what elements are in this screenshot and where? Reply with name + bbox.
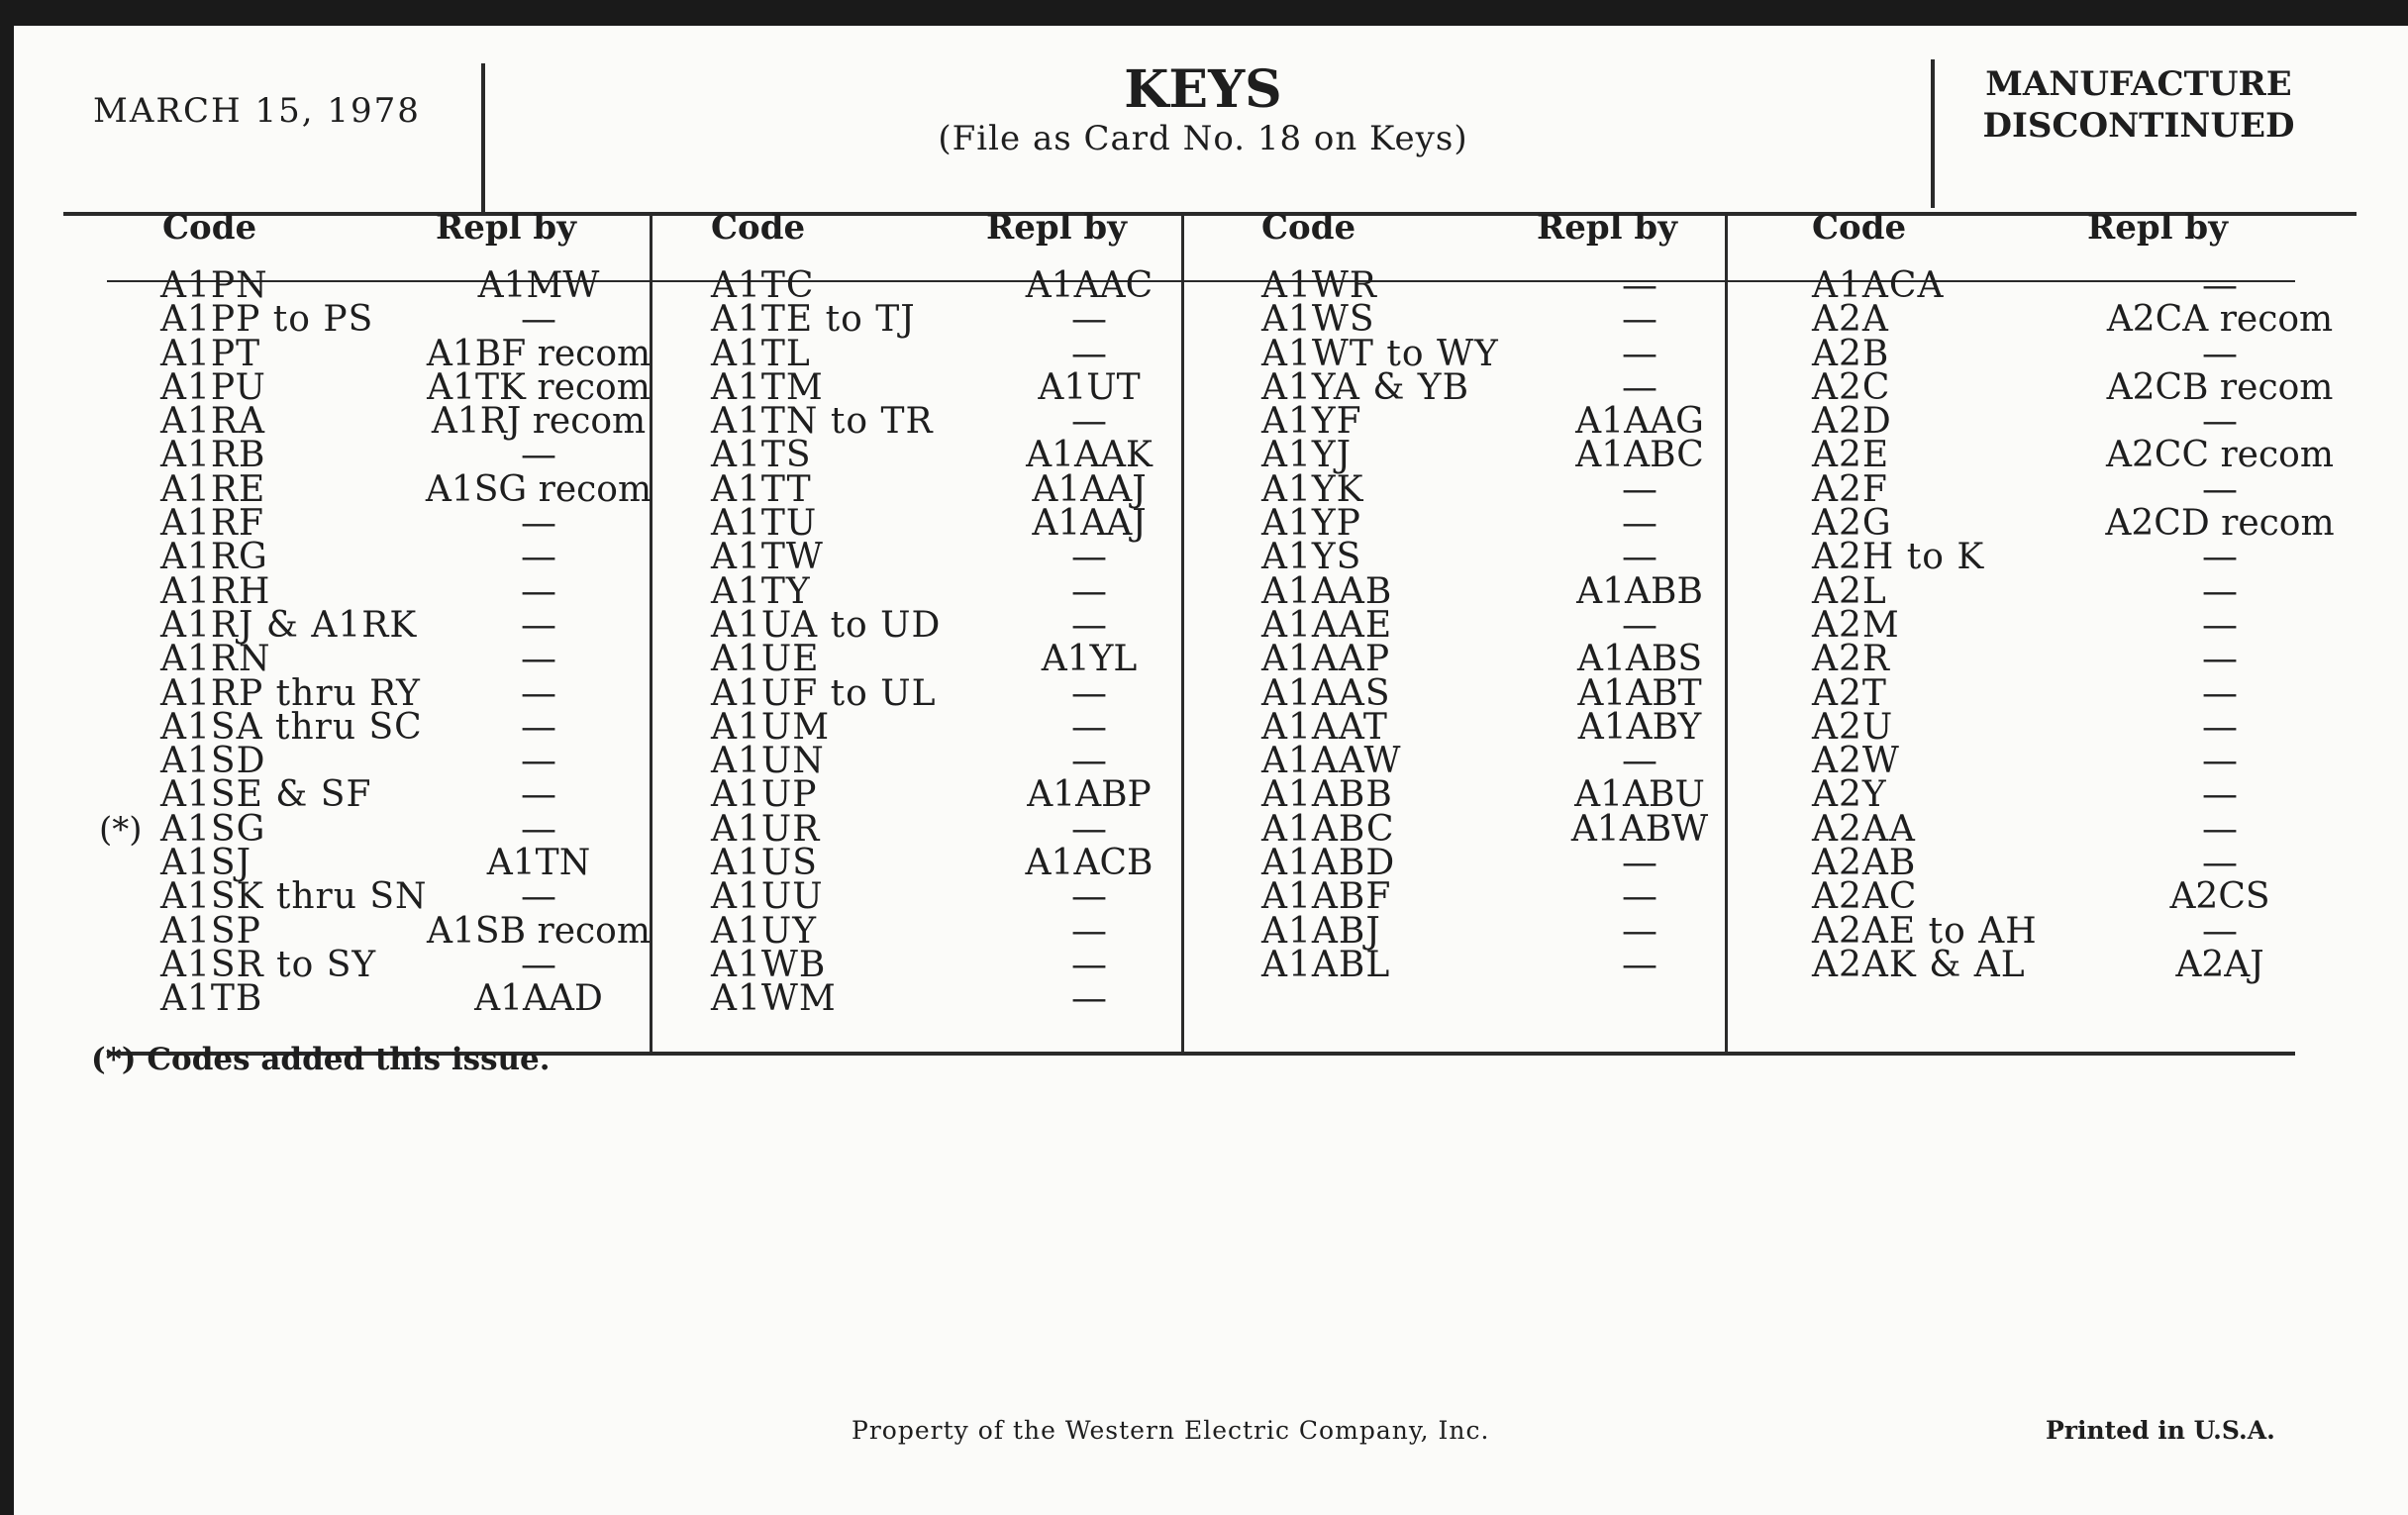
code-cell: A2A [1812,299,1889,341]
replacement-cell: — [1071,570,1107,612]
code-cell: A2E [1812,435,1890,476]
replacement-cell: — [1622,843,1657,884]
code-cell: A1ABC [1261,808,1395,850]
code-cell: A1AAS [1261,672,1391,714]
replacement-cell: A1AAD [474,978,603,1020]
replacement-cell: — [1071,333,1107,374]
code-cell: A2B [1812,333,1890,374]
code-cell: A1PU [160,366,266,408]
column-header-code-3: Code [1261,208,1356,248]
code-cell: A1UU [711,876,824,918]
replacement-cell: — [1071,537,1107,578]
code-cell: A1ABL [1261,944,1391,985]
replacement-cell: — [1622,265,1657,306]
replacement-cell: A1ABB [1576,570,1703,612]
replacement-cell: — [521,774,556,816]
code-cell: A1PN [160,265,268,306]
replacement-cell: — [1071,401,1107,443]
replacement-cell: — [1622,333,1657,374]
replacement-cell: — [1622,537,1657,578]
replacement-cell: — [521,808,556,850]
code-cell: A1RG [160,537,268,578]
replacement-cell: — [2202,672,2238,714]
column-header-repl-1: Repl by [436,208,576,248]
code-cell: A2H to K [1812,537,1985,578]
status-label [1941,63,2337,147]
status-line-1: MANUFACTURE [1985,64,2292,104]
column-header-repl-3: Repl by [1537,208,1677,248]
code-cell: A2AA [1812,808,1916,850]
code-cell: A1TE to TJ [711,299,916,341]
replacement-cell: — [521,435,556,476]
code-cell: A2AK & AL [1812,944,2026,985]
property-notice: Property of the Western Electric Company, Inc. [852,1416,1490,1445]
replacement-cell: — [1622,604,1657,646]
replacement-cell: A1YL [1041,639,1138,680]
code-cell: A1RB [160,435,266,476]
replacement-cell: — [1071,944,1107,985]
code-cell: A1YJ [1261,435,1353,476]
replacement-cell: A2CB recom [2106,366,2334,408]
code-cell: A1TT [711,468,812,510]
replacement-cell: — [2202,537,2238,578]
replacement-cell: A1TK recom [427,366,651,408]
code-cell: A1ABD [1261,843,1396,884]
code-cell: A1TM [711,366,824,408]
code-cell: A1TC [711,265,815,306]
column-header-repl-4: Repl by [2087,208,2228,248]
code-cell: A2Y [1812,774,1887,816]
column-header-repl-2: Repl by [986,208,1127,248]
page-subtitle: (File as Card No. 18 on Keys) [938,119,1468,158]
replacement-cell: A1AAK [1026,435,1153,476]
code-cell: A1PP to PS [160,299,374,341]
header-rule [63,212,2357,216]
code-cell: A1TY [711,570,811,612]
code-cell: A2L [1812,570,1887,612]
replacement-cell: A1AAG [1575,401,1704,443]
replacement-cell: A2CA recom [2106,299,2334,341]
code-cell: A1TN to TR [711,401,934,443]
replacement-cell: — [521,299,556,341]
replacement-cell: A2CC recom [2106,435,2334,476]
code-cell: A2AC [1812,876,1918,918]
replacement-cell: — [521,570,556,612]
replacement-cell: A1ABS [1576,639,1703,680]
code-cell: A1RN [160,639,271,680]
replacement-cell: A1SB recom [427,910,651,952]
code-cell: A1WM [711,978,837,1020]
replacement-cell: A1AAC [1025,265,1154,306]
column-header-code-1: Code [162,208,257,248]
replacement-cell: — [2202,333,2238,374]
code-cell: A1SK thru SN [160,876,428,918]
replacement-cell: A1MW [477,265,600,306]
replacement-cell: — [1622,366,1657,408]
replacement-cell: — [1622,468,1657,510]
replacement-cell: — [1071,808,1107,850]
code-cell: A1RH [160,570,271,612]
code-cell: A1RA [160,401,266,443]
replacement-cell: A1BF recom [426,333,652,374]
code-cell: A1SG [160,808,266,850]
code-cell: A1ABB [1261,774,1393,816]
code-cell: A2M [1812,604,1900,646]
code-cell: A1UE [711,639,820,680]
replacement-cell: — [2202,401,2238,443]
code-cell: A2AE to AH [1812,910,2038,952]
code-cell: A1ACA [1812,265,1945,306]
replacement-cell: — [2202,570,2238,612]
code-cell: A1AAB [1261,570,1393,612]
code-cell: A2D [1812,401,1892,443]
replacement-cell: A1ABC [1575,435,1704,476]
code-cell: A1UY [711,910,818,952]
replacement-cell: A1SG recom [425,468,652,510]
code-cell: A1UP [711,774,818,816]
code-cell: A1TS [711,435,812,476]
replacement-cell: — [1071,604,1107,646]
replacement-cell: A1ABT [1577,672,1702,714]
code-cell: A2R [1812,639,1891,680]
replacement-cell: — [1071,706,1107,748]
code-cell: A1YK [1261,468,1364,510]
document-card [14,26,2408,1515]
replacement-cell: A1RJ recom [431,401,647,443]
code-cell: A1ABJ [1261,910,1381,952]
code-cell: A1TL [711,333,811,374]
replacement-cell: — [1622,944,1657,985]
replacement-cell: A1UT [1038,366,1141,408]
code-cell: A1RF [160,503,264,545]
replacement-cell: — [1622,876,1657,918]
page-title: KEYS [1124,59,1282,120]
replacement-cell: A2AJ [2175,944,2264,985]
replacement-cell: — [521,537,556,578]
replacement-cell: — [2202,843,2238,884]
replacement-cell: — [521,639,556,680]
replacement-cell: — [2202,741,2238,782]
replacement-cell: — [1071,910,1107,952]
code-cell: A2C [1812,366,1891,408]
code-cell: A1TU [711,503,818,545]
code-cell: A1YF [1261,401,1362,443]
code-cell: A1SE & SF [160,774,372,816]
code-cell: A1RP thru RY [160,672,421,714]
column-header-code-4: Code [1812,208,1907,248]
replacement-cell: — [1071,978,1107,1020]
code-cell: A1TB [160,978,263,1020]
code-cell: A2AB [1812,843,1917,884]
header-divider-right [1931,59,1935,208]
replacement-cell: — [2202,468,2238,510]
code-cell: A1AAE [1261,604,1393,646]
replacement-cell: — [1071,672,1107,714]
code-cell: A1SD [160,741,266,782]
code-cell: A2W [1812,741,1900,782]
code-cell: A2T [1812,672,1887,714]
replacement-cell: — [521,604,556,646]
replacement-cell: A1ABY [1577,706,1702,748]
code-cell: A1WR [1261,265,1378,306]
code-cell: A1SP [160,910,261,952]
replacement-cell: — [1071,741,1107,782]
replacement-cell: A1AAJ [1032,503,1147,545]
replacement-cell: — [2202,808,2238,850]
printed-notice: Printed in U.S.A. [2046,1416,2275,1445]
code-cell: A1WB [711,944,827,985]
replacement-cell: A1ABP [1027,774,1152,816]
code-cell: A1PT [160,333,261,374]
replacement-cell: A1ACB [1025,843,1154,884]
code-cell: A1ABF [1261,876,1392,918]
code-cell: A1UA to UD [711,604,942,646]
code-cell: A1UF to UL [711,672,937,714]
replacement-cell: — [2202,265,2238,306]
code-cell: A1RE [160,468,266,510]
code-cell: A1SA thru SC [160,706,423,748]
replacement-cell: A2CS [2169,876,2270,918]
code-cell: A1YA & YB [1261,366,1470,408]
issue-date: MARCH 15, 1978 [93,91,421,131]
code-cell: A1AAT [1261,706,1388,748]
code-cell: A1WT to WY [1261,333,1499,374]
code-cell: A1SR to SY [160,944,377,985]
status-line-2: DISCONTINUED [1982,106,2295,146]
replacement-cell: — [521,944,556,985]
code-cell: A1SJ [160,843,251,884]
new-code-marker: (*) [99,809,143,850]
replacement-cell: A1TN [486,843,591,884]
replacement-cell: — [2202,910,2238,952]
replacement-cell: — [521,876,556,918]
replacement-cell: — [2202,774,2238,816]
replacement-cell: A1ABW [1570,808,1709,850]
code-cell: A1UR [711,808,821,850]
replacement-cell: — [1071,299,1107,341]
code-cell: A1US [711,843,818,884]
replacement-cell: — [521,706,556,748]
replacement-cell: — [1071,876,1107,918]
replacement-cell: — [521,503,556,545]
replacement-cell: — [521,672,556,714]
replacement-cell: — [1622,910,1657,952]
code-cell: A1AAP [1261,639,1391,680]
code-cell: A1UM [711,706,831,748]
replacement-cell: A1AAJ [1032,468,1147,510]
replacement-cell: — [1622,503,1657,545]
code-cell: A1AAW [1261,741,1402,782]
code-cell: A1TW [711,537,824,578]
replacement-cell: — [2202,604,2238,646]
replacement-cell: — [2202,639,2238,680]
replacement-cell: — [521,741,556,782]
code-cell: A2G [1812,503,1892,545]
code-cell: A1WS [1261,299,1375,341]
code-cell: A1YP [1261,503,1361,545]
code-cell: A2F [1812,468,1888,510]
footnote: (*) Codes added this issue. [91,1042,551,1077]
replacement-cell: — [1622,741,1657,782]
code-cell: A2U [1812,706,1894,748]
replacement-cell: A1ABU [1574,774,1705,816]
replacement-cell: — [2202,706,2238,748]
code-cell: A1YS [1261,537,1362,578]
replacement-cell: A2CD recom [2105,503,2335,545]
replacement-cell: — [1622,299,1657,341]
code-cell: A1UN [711,741,825,782]
code-cell: A1RJ & A1RK [160,604,418,646]
column-header-code-2: Code [711,208,806,248]
